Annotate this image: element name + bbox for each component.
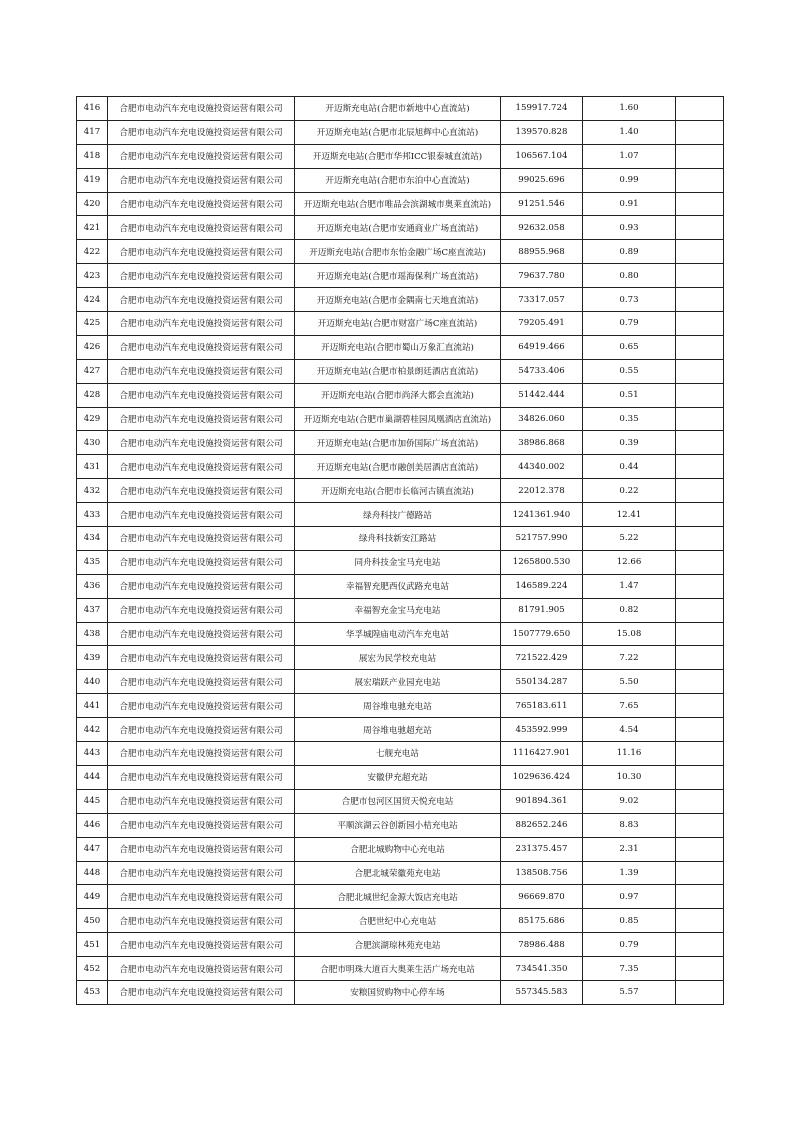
- row-number-cell: 416: [77, 97, 108, 121]
- remark-cell: [676, 574, 724, 598]
- station-name-cell: 合肥北城购物中心充电站: [295, 837, 501, 861]
- amount-cell: 79637.780: [501, 264, 583, 288]
- row-number-cell: 433: [77, 503, 108, 527]
- remark-cell: [676, 980, 724, 1004]
- company-name-cell: 合肥市电动汽车充电设施投资运营有限公司: [108, 933, 295, 957]
- amount-cell: 73317.057: [501, 288, 583, 312]
- remark-cell: [676, 670, 724, 694]
- company-name-cell: 合肥市电动汽车充电设施投资运营有限公司: [108, 383, 295, 407]
- percent-cell: 5.50: [583, 670, 676, 694]
- remark-cell: [676, 550, 724, 574]
- remark-cell: [676, 144, 724, 168]
- station-name-cell: 合肥北城世纪金源大饭店充电站: [295, 885, 501, 909]
- amount-cell: 22012.378: [501, 479, 583, 503]
- station-name-cell: 平顺滨湖云谷创新园小桔充电站: [295, 813, 501, 837]
- percent-cell: 1.40: [583, 120, 676, 144]
- station-name-cell: 开迈斯充电站(合肥市新地中心直流站): [295, 97, 501, 121]
- company-name-cell: 合肥市电动汽车充电设施投资运营有限公司: [108, 168, 295, 192]
- amount-cell: 159917.724: [501, 97, 583, 121]
- station-name-cell: 开迈斯充电站(合肥市华邦ICC银泰城直流站): [295, 144, 501, 168]
- amount-cell: 453592.999: [501, 718, 583, 742]
- table-row: [77, 694, 724, 718]
- remark-cell: [676, 192, 724, 216]
- row-number-cell: 436: [77, 574, 108, 598]
- remark-cell: [676, 431, 724, 455]
- remark-cell: [676, 909, 724, 933]
- row-number-cell: 426: [77, 335, 108, 359]
- company-name-cell: 合肥市电动汽车充电设施投资运营有限公司: [108, 670, 295, 694]
- percent-cell: 0.79: [583, 933, 676, 957]
- table-row: [77, 742, 724, 766]
- row-number-cell: 429: [77, 407, 108, 431]
- station-name-cell: 开迈斯充电站(合肥市金隅南七天地直流站): [295, 288, 501, 312]
- row-number-cell: 444: [77, 765, 108, 789]
- company-name-cell: 合肥市电动汽车充电设施投资运营有限公司: [108, 837, 295, 861]
- table-row: [77, 312, 724, 336]
- station-name-cell: 绿舟科技新安江路站: [295, 527, 501, 551]
- company-name-cell: 合肥市电动汽车充电设施投资运营有限公司: [108, 957, 295, 981]
- percent-cell: 7.22: [583, 646, 676, 670]
- station-name-cell: 周谷堆电驰充电站: [295, 694, 501, 718]
- company-name-cell: 合肥市电动汽车充电设施投资运营有限公司: [108, 694, 295, 718]
- remark-cell: [676, 957, 724, 981]
- company-name-cell: 合肥市电动汽车充电设施投资运营有限公司: [108, 431, 295, 455]
- percent-cell: 0.93: [583, 216, 676, 240]
- document-page: [76, 96, 717, 1005]
- amount-cell: 721522.429: [501, 646, 583, 670]
- percent-cell: 7.65: [583, 694, 676, 718]
- company-name-cell: 合肥市电动汽车充电设施投资运营有限公司: [108, 598, 295, 622]
- table-row: [77, 192, 724, 216]
- company-name-cell: 合肥市电动汽车充电设施投资运营有限公司: [108, 980, 295, 1004]
- remark-cell: [676, 718, 724, 742]
- row-number-cell: 423: [77, 264, 108, 288]
- amount-cell: 96669.870: [501, 885, 583, 909]
- row-number-cell: 439: [77, 646, 108, 670]
- percent-cell: 0.91: [583, 192, 676, 216]
- table-row: [77, 240, 724, 264]
- percent-cell: 2.31: [583, 837, 676, 861]
- row-number-cell: 421: [77, 216, 108, 240]
- company-name-cell: 合肥市电动汽车充电设施投资运营有限公司: [108, 909, 295, 933]
- table-row: [77, 144, 724, 168]
- percent-cell: 11.16: [583, 742, 676, 766]
- amount-cell: 92632.058: [501, 216, 583, 240]
- station-name-cell: 合肥市包河区国贸天悦充电站: [295, 789, 501, 813]
- amount-cell: 138508.756: [501, 861, 583, 885]
- amount-cell: 231375.457: [501, 837, 583, 861]
- company-name-cell: 合肥市电动汽车充电设施投资运营有限公司: [108, 144, 295, 168]
- station-name-cell: 绿舟科技广德路站: [295, 503, 501, 527]
- station-name-cell: 展宏为民学校充电站: [295, 646, 501, 670]
- percent-cell: 1.39: [583, 861, 676, 885]
- row-number-cell: 445: [77, 789, 108, 813]
- percent-cell: 9.02: [583, 789, 676, 813]
- percent-cell: 0.99: [583, 168, 676, 192]
- table-row: [77, 789, 724, 813]
- amount-cell: 99025.696: [501, 168, 583, 192]
- station-name-cell: 开迈斯充电站(合肥市瑶海保利广场直流站): [295, 264, 501, 288]
- remark-cell: [676, 359, 724, 383]
- table-row: [77, 980, 724, 1004]
- table-row: [77, 216, 724, 240]
- remark-cell: [676, 264, 724, 288]
- row-number-cell: 432: [77, 479, 108, 503]
- row-number-cell: 450: [77, 909, 108, 933]
- data-table: [76, 96, 724, 1005]
- amount-cell: 54733.406: [501, 359, 583, 383]
- remark-cell: [676, 455, 724, 479]
- station-name-cell: 开迈斯充电站(合肥市柏景朗廷酒店直流站): [295, 359, 501, 383]
- percent-cell: 0.22: [583, 479, 676, 503]
- table-row: [77, 359, 724, 383]
- row-number-cell: 437: [77, 598, 108, 622]
- company-name-cell: 合肥市电动汽车充电设施投资运营有限公司: [108, 120, 295, 144]
- company-name-cell: 合肥市电动汽车充电设施投资运营有限公司: [108, 574, 295, 598]
- row-number-cell: 451: [77, 933, 108, 957]
- row-number-cell: 424: [77, 288, 108, 312]
- table-row: [77, 383, 724, 407]
- station-name-cell: 展宏瑞跃产业园充电站: [295, 670, 501, 694]
- company-name-cell: 合肥市电动汽车充电设施投资运营有限公司: [108, 455, 295, 479]
- company-name-cell: 合肥市电动汽车充电设施投资运营有限公司: [108, 479, 295, 503]
- percent-cell: 0.55: [583, 359, 676, 383]
- table-row: [77, 957, 724, 981]
- table-row: [77, 933, 724, 957]
- row-number-cell: 442: [77, 718, 108, 742]
- table-row: [77, 527, 724, 551]
- station-name-cell: 开迈斯充电站(合肥市北辰旭辉中心直流站): [295, 120, 501, 144]
- percent-cell: 0.35: [583, 407, 676, 431]
- percent-cell: 0.44: [583, 455, 676, 479]
- company-name-cell: 合肥市电动汽车充电设施投资运营有限公司: [108, 192, 295, 216]
- row-number-cell: 434: [77, 527, 108, 551]
- percent-cell: 7.35: [583, 957, 676, 981]
- row-number-cell: 447: [77, 837, 108, 861]
- amount-cell: 64919.466: [501, 335, 583, 359]
- company-name-cell: 合肥市电动汽车充电设施投资运营有限公司: [108, 527, 295, 551]
- remark-cell: [676, 813, 724, 837]
- table-row: [77, 479, 724, 503]
- table-row: [77, 407, 724, 431]
- amount-cell: 79205.491: [501, 312, 583, 336]
- station-name-cell: 合肥北城荣徽苑充电站: [295, 861, 501, 885]
- company-name-cell: 合肥市电动汽车充电设施投资运营有限公司: [108, 646, 295, 670]
- percent-cell: 0.97: [583, 885, 676, 909]
- amount-cell: 146589.224: [501, 574, 583, 598]
- remark-cell: [676, 97, 724, 121]
- company-name-cell: 合肥市电动汽车充电设施投资运营有限公司: [108, 288, 295, 312]
- amount-cell: 901894.361: [501, 789, 583, 813]
- percent-cell: 1.07: [583, 144, 676, 168]
- remark-cell: [676, 765, 724, 789]
- amount-cell: 557345.583: [501, 980, 583, 1004]
- percent-cell: 10.30: [583, 765, 676, 789]
- company-name-cell: 合肥市电动汽车充电设施投资运营有限公司: [108, 813, 295, 837]
- station-name-cell: 周谷堆电驰超充站: [295, 718, 501, 742]
- table-row: [77, 813, 724, 837]
- amount-cell: 550134.287: [501, 670, 583, 694]
- table-row: [77, 503, 724, 527]
- company-name-cell: 合肥市电动汽车充电设施投资运营有限公司: [108, 742, 295, 766]
- row-number-cell: 428: [77, 383, 108, 407]
- remark-cell: [676, 598, 724, 622]
- remark-cell: [676, 527, 724, 551]
- amount-cell: 734541.350: [501, 957, 583, 981]
- table-row: [77, 288, 724, 312]
- percent-cell: 0.89: [583, 240, 676, 264]
- table-row: [77, 861, 724, 885]
- table-row: [77, 431, 724, 455]
- station-name-cell: 合肥世纪中心充电站: [295, 909, 501, 933]
- table-row: [77, 837, 724, 861]
- row-number-cell: 425: [77, 312, 108, 336]
- remark-cell: [676, 646, 724, 670]
- company-name-cell: 合肥市电动汽车充电设施投资运营有限公司: [108, 861, 295, 885]
- amount-cell: 78986.488: [501, 933, 583, 957]
- table-row: [77, 598, 724, 622]
- table-row: [77, 718, 724, 742]
- station-name-cell: 开迈斯充电站(合肥市长临河古镇直流站): [295, 479, 501, 503]
- percent-cell: 4.54: [583, 718, 676, 742]
- company-name-cell: 合肥市电动汽车充电设施投资运营有限公司: [108, 765, 295, 789]
- percent-cell: 0.39: [583, 431, 676, 455]
- row-number-cell: 420: [77, 192, 108, 216]
- company-name-cell: 合肥市电动汽车充电设施投资运营有限公司: [108, 216, 295, 240]
- percent-cell: 1.60: [583, 97, 676, 121]
- percent-cell: 15.08: [583, 622, 676, 646]
- company-name-cell: 合肥市电动汽车充电设施投资运营有限公司: [108, 312, 295, 336]
- remark-cell: [676, 622, 724, 646]
- station-name-cell: 安徽伊充超充站: [295, 765, 501, 789]
- remark-cell: [676, 216, 724, 240]
- row-number-cell: 431: [77, 455, 108, 479]
- table-row: [77, 550, 724, 574]
- remark-cell: [676, 503, 724, 527]
- row-number-cell: 418: [77, 144, 108, 168]
- table-body: [77, 97, 724, 1005]
- remark-cell: [676, 168, 724, 192]
- percent-cell: 5.57: [583, 980, 676, 1004]
- table-row: [77, 168, 724, 192]
- amount-cell: 51442.444: [501, 383, 583, 407]
- percent-cell: 0.85: [583, 909, 676, 933]
- remark-cell: [676, 312, 724, 336]
- company-name-cell: 合肥市电动汽车充电设施投资运营有限公司: [108, 622, 295, 646]
- amount-cell: 1116427.901: [501, 742, 583, 766]
- amount-cell: 765183.611: [501, 694, 583, 718]
- table-row: [77, 885, 724, 909]
- amount-cell: 139570.828: [501, 120, 583, 144]
- table-row: [77, 455, 724, 479]
- amount-cell: 85175.686: [501, 909, 583, 933]
- percent-cell: 0.82: [583, 598, 676, 622]
- remark-cell: [676, 240, 724, 264]
- table-row: [77, 765, 724, 789]
- station-name-cell: 开迈斯充电站(合肥市尚泽大都会直流站): [295, 383, 501, 407]
- company-name-cell: 合肥市电动汽车充电设施投资运营有限公司: [108, 335, 295, 359]
- station-name-cell: 开迈斯充电站(合肥市加侨国际广场直流站): [295, 431, 501, 455]
- remark-cell: [676, 742, 724, 766]
- company-name-cell: 合肥市电动汽车充电设施投资运营有限公司: [108, 885, 295, 909]
- row-number-cell: 438: [77, 622, 108, 646]
- percent-cell: 5.22: [583, 527, 676, 551]
- amount-cell: 882652.246: [501, 813, 583, 837]
- company-name-cell: 合肥市电动汽车充电设施投资运营有限公司: [108, 503, 295, 527]
- percent-cell: 12.41: [583, 503, 676, 527]
- amount-cell: 34826.060: [501, 407, 583, 431]
- row-number-cell: 435: [77, 550, 108, 574]
- table-row: [77, 120, 724, 144]
- table-row: [77, 622, 724, 646]
- remark-cell: [676, 407, 724, 431]
- remark-cell: [676, 335, 724, 359]
- row-number-cell: 449: [77, 885, 108, 909]
- row-number-cell: 448: [77, 861, 108, 885]
- amount-cell: 91251.546: [501, 192, 583, 216]
- row-number-cell: 443: [77, 742, 108, 766]
- remark-cell: [676, 933, 724, 957]
- amount-cell: 81791.905: [501, 598, 583, 622]
- company-name-cell: 合肥市电动汽车充电设施投资运营有限公司: [108, 97, 295, 121]
- row-number-cell: 422: [77, 240, 108, 264]
- station-name-cell: 开迈斯充电站(合肥市巢湖碧桂园凤凰酒店直流站): [295, 407, 501, 431]
- station-name-cell: 七舰充电站: [295, 742, 501, 766]
- remark-cell: [676, 789, 724, 813]
- amount-cell: 1029636.424: [501, 765, 583, 789]
- amount-cell: 521757.990: [501, 527, 583, 551]
- station-name-cell: 开迈斯充电站(合肥市安通商业广场直流站): [295, 216, 501, 240]
- percent-cell: 12.66: [583, 550, 676, 574]
- station-name-cell: 开迈斯充电站(合肥市蜀山万象汇直流站): [295, 335, 501, 359]
- row-number-cell: 440: [77, 670, 108, 694]
- remark-cell: [676, 837, 724, 861]
- percent-cell: 0.79: [583, 312, 676, 336]
- station-name-cell: 合肥滨湖琼林苑充电站: [295, 933, 501, 957]
- remark-cell: [676, 288, 724, 312]
- station-name-cell: 开迈斯充电站(合肥市融创美居酒店直流站): [295, 455, 501, 479]
- table-row: [77, 670, 724, 694]
- amount-cell: 1265800.530: [501, 550, 583, 574]
- percent-cell: 0.73: [583, 288, 676, 312]
- table-row: [77, 335, 724, 359]
- row-number-cell: 441: [77, 694, 108, 718]
- percent-cell: 0.51: [583, 383, 676, 407]
- company-name-cell: 合肥市电动汽车充电设施投资运营有限公司: [108, 240, 295, 264]
- company-name-cell: 合肥市电动汽车充电设施投资运营有限公司: [108, 264, 295, 288]
- station-name-cell: 幸福智充金宝马充电站: [295, 598, 501, 622]
- station-name-cell: 开迈斯充电站(合肥市东怡金融广场C座直流站): [295, 240, 501, 264]
- station-name-cell: 华孚城隍庙电动汽车充电站: [295, 622, 501, 646]
- amount-cell: 88955.968: [501, 240, 583, 264]
- company-name-cell: 合肥市电动汽车充电设施投资运营有限公司: [108, 359, 295, 383]
- station-name-cell: 开迈斯充电站(合肥市东泊中心直流站): [295, 168, 501, 192]
- company-name-cell: 合肥市电动汽车充电设施投资运营有限公司: [108, 789, 295, 813]
- company-name-cell: 合肥市电动汽车充电设施投资运营有限公司: [108, 407, 295, 431]
- row-number-cell: 427: [77, 359, 108, 383]
- row-number-cell: 430: [77, 431, 108, 455]
- row-number-cell: 453: [77, 980, 108, 1004]
- station-name-cell: 同舟科技金宝马充电站: [295, 550, 501, 574]
- amount-cell: 1507779.650: [501, 622, 583, 646]
- amount-cell: 106567.104: [501, 144, 583, 168]
- station-name-cell: 开迈斯充电站(合肥市财富广场C座直流站): [295, 312, 501, 336]
- table-row: [77, 646, 724, 670]
- percent-cell: 0.65: [583, 335, 676, 359]
- row-number-cell: 452: [77, 957, 108, 981]
- table-row: [77, 264, 724, 288]
- station-name-cell: 幸福智充肥西仪武路充电站: [295, 574, 501, 598]
- amount-cell: 44340.002: [501, 455, 583, 479]
- station-name-cell: 合肥市明珠大道百大奥莱生活广场充电站: [295, 957, 501, 981]
- company-name-cell: 合肥市电动汽车充电设施投资运营有限公司: [108, 718, 295, 742]
- percent-cell: 8.83: [583, 813, 676, 837]
- table-row: [77, 909, 724, 933]
- remark-cell: [676, 120, 724, 144]
- station-name-cell: 安粮国贸购物中心停车场: [295, 980, 501, 1004]
- percent-cell: 1.47: [583, 574, 676, 598]
- remark-cell: [676, 885, 724, 909]
- table-row: [77, 574, 724, 598]
- amount-cell: 1241361.940: [501, 503, 583, 527]
- remark-cell: [676, 861, 724, 885]
- station-name-cell: 开迈斯充电站(合肥市唯品会滨湖城市奥莱直流站): [295, 192, 501, 216]
- remark-cell: [676, 383, 724, 407]
- row-number-cell: 417: [77, 120, 108, 144]
- remark-cell: [676, 479, 724, 503]
- company-name-cell: 合肥市电动汽车充电设施投资运营有限公司: [108, 550, 295, 574]
- table-row: [77, 97, 724, 121]
- row-number-cell: 446: [77, 813, 108, 837]
- row-number-cell: 419: [77, 168, 108, 192]
- amount-cell: 38986.868: [501, 431, 583, 455]
- remark-cell: [676, 694, 724, 718]
- percent-cell: 0.80: [583, 264, 676, 288]
